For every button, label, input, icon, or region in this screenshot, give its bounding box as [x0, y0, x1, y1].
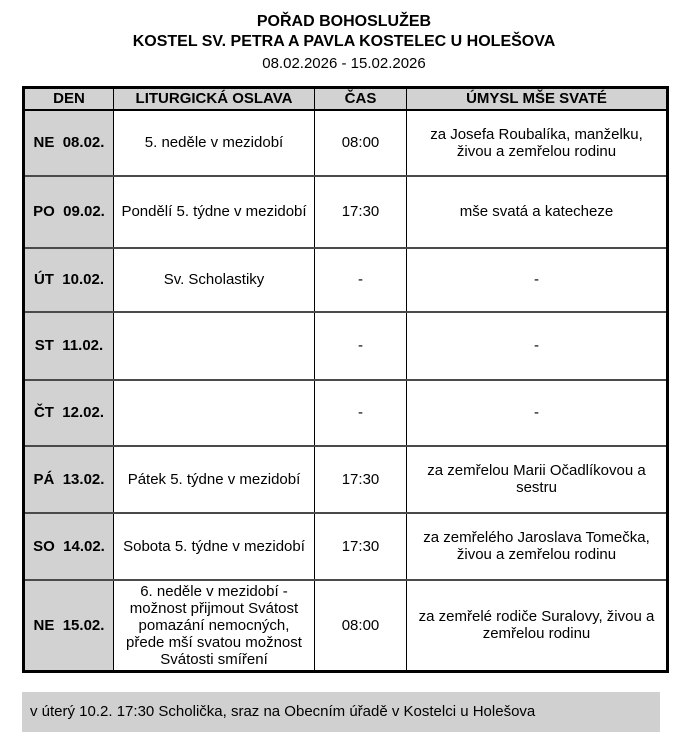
- time-cell: -: [315, 380, 407, 446]
- announcement-text: v úterý 10.2. 17:30 Scholička, sraz na Obecním úřadě v Kostelci u Holešova: [30, 703, 536, 720]
- intention-cell: za zemřelé rodiče Suralovy, živou a zemřelou rodinu: [407, 580, 668, 672]
- time-cell: -: [315, 312, 407, 380]
- liturgy-cell: [114, 312, 315, 380]
- page-title: POŘAD BOHOSLUŽEB: [256, 13, 432, 30]
- date-range: 08.02.2026 - 15.02.2026: [262, 55, 426, 72]
- liturgy-cell: 6. neděle v mezidobí - možnost přijmout Svátost pomazání nemocných, přede mší svatou možnost Svátosti smíření: [114, 580, 315, 672]
- intention-cell: za zemřelého Jaroslava Tomečka, živou a zemřelou rodinu: [407, 513, 668, 580]
- time-cell: 17:30: [315, 176, 407, 248]
- table-row: [24, 176, 668, 248]
- den-cell: ČT 12.02.: [24, 380, 114, 446]
- table-row: [24, 513, 668, 580]
- liturgy-cell: [114, 380, 315, 446]
- liturgy-cell: Pátek 5. týdne v mezidobí: [114, 446, 315, 513]
- service-schedule-table: [22, 86, 669, 673]
- time-cell: -: [315, 248, 407, 312]
- table-row: [24, 248, 668, 312]
- col-header-liturgy: LITURGICKÁ OSLAVA: [114, 88, 315, 110]
- col-header-intention: ÚMYSL MŠE SVATÉ: [407, 88, 668, 110]
- table-row: [24, 580, 668, 672]
- col-header-time: ČAS: [315, 88, 407, 110]
- table-header-row: [24, 88, 668, 110]
- liturgy-cell: Sv. Scholastiky: [114, 248, 315, 312]
- time-cell: 17:30: [315, 446, 407, 513]
- intention-cell: -: [407, 248, 668, 312]
- intention-cell: -: [407, 312, 668, 380]
- title-block: [0, 12, 688, 74]
- church-name: KOSTEL SV. PETRA A PAVLA KOSTELEC U HOLEŠOVA: [132, 33, 556, 50]
- liturgy-cell: Pondělí 5. týdne v mezidobí: [114, 176, 315, 248]
- den-cell: SO 14.02.: [24, 513, 114, 580]
- liturgy-cell: 5. neděle v mezidobí: [114, 110, 315, 176]
- time-cell: 17:30: [315, 513, 407, 580]
- table-row: [24, 312, 668, 380]
- den-cell: ÚT 10.02.: [24, 248, 114, 312]
- intention-cell: -: [407, 380, 668, 446]
- den-cell: ST 11.02.: [24, 312, 114, 380]
- intention-cell: mše svatá a katecheze: [407, 176, 668, 248]
- table-row: [24, 446, 668, 513]
- den-cell: NE 08.02.: [24, 110, 114, 176]
- den-cell: NE 15.02.: [24, 580, 114, 672]
- den-cell: PO 09.02.: [24, 176, 114, 248]
- col-header-den: DEN: [24, 88, 114, 110]
- intention-cell: za zemřelou Marii Očadlíkovou a sestru: [407, 446, 668, 513]
- table-row: [24, 380, 668, 446]
- table-row: [24, 110, 668, 176]
- intention-cell: za Josefa Roubalíka, manželku, živou a zemřelou rodinu: [407, 110, 668, 176]
- liturgy-cell: Sobota 5. týdne v mezidobí: [114, 513, 315, 580]
- time-cell: 08:00: [315, 580, 407, 672]
- announcement-bar: [22, 692, 660, 732]
- den-cell: PÁ 13.02.: [24, 446, 114, 513]
- time-cell: 08:00: [315, 110, 407, 176]
